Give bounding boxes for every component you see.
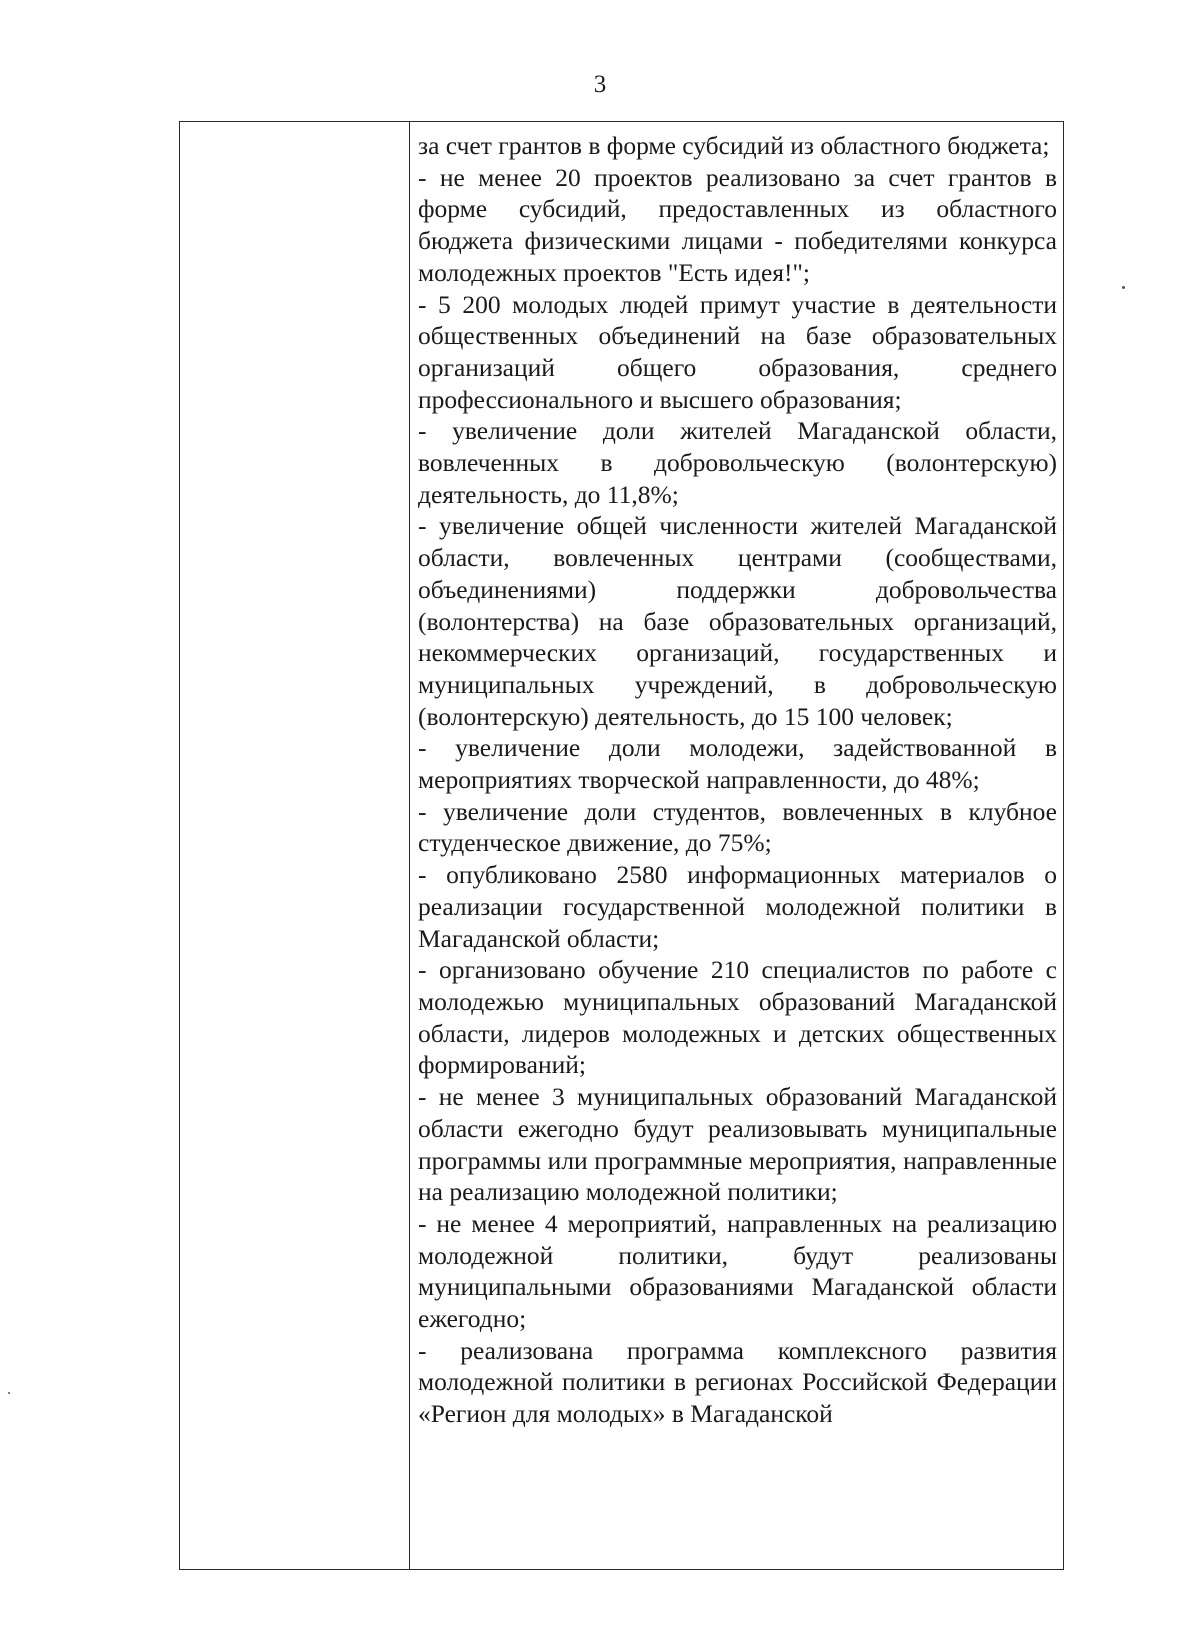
table-paragraph: - увеличение доли жителей Магаданской области, вовлеченных в добровольческую (волонтерскую) деятельность, до 11,8%; [418,416,1057,509]
page-number: 3 [593,71,607,98]
scan-speck [8,1392,10,1394]
table-paragraph: - увеличение доли молодежи, задействованной в мероприятиях творческой направленности, до 48%; [418,733,1057,795]
table-paragraph: за счет грантов в форме субсидий из областного бюджета; [418,131,1050,160]
table-paragraph: - увеличение общей численности жителей Магаданской области, вовлеченных центрами (сообществами, объединениями) поддержки добровольчества (волонтерства) на базе образовательных организаций, некоммерческих организаций, государственных и муниципальных учреждений, в добровольческую (волонтерскую) деятельность, до 15 100 человек; [418,511,1057,731]
table-paragraph: - увеличение доли студентов, вовлеченных в клубное студенческое движение, до 75%; [418,796,1057,858]
table-paragraph: - 5 200 молодых людей примут участие в деятельности общественных объединений на базе образовательных организаций общего образования, среднего профессионального и высшего образования; [418,289,1057,414]
table-paragraph: - не менее 20 проектов реализовано за счет грантов в форме субсидий, предоставленных из областного бюджета физическими лицами - победителями конкурса молодежных проектов "Есть идея!"; [418,162,1057,287]
table-right-cell [410,122,1063,1569]
table-paragraph: - не менее 4 мероприятий, направленных на реализацию молодежной политики, будут реализованы муниципальными образованиями Магаданской области ежегодно; [418,1208,1057,1334]
table-left-cell [180,122,410,1569]
table-paragraph: - опубликовано 2580 информационных материалов о реализации государственной молодежной политики в Магаданской области; [418,860,1057,953]
table-paragraph: - организовано обучение 210 специалистов по работе с молодежью муниципальных образований Магаданской области, лидеров молодежных и детских общественных формирований; [418,955,1057,1080]
scan-speck [1122,286,1125,289]
table-paragraph: - реализована программа комплексного развития молодежной политики в регионах Российской Федерации «Регион для молодых» в Магаданской [418,1335,1057,1429]
document-table [179,121,1064,1570]
table-paragraph: - не менее 3 муниципальных образований Магаданской области ежегодно будут реализовывать муниципальные программы или программные мероприятия, направленные на реализацию молодежной политики; [418,1082,1057,1207]
